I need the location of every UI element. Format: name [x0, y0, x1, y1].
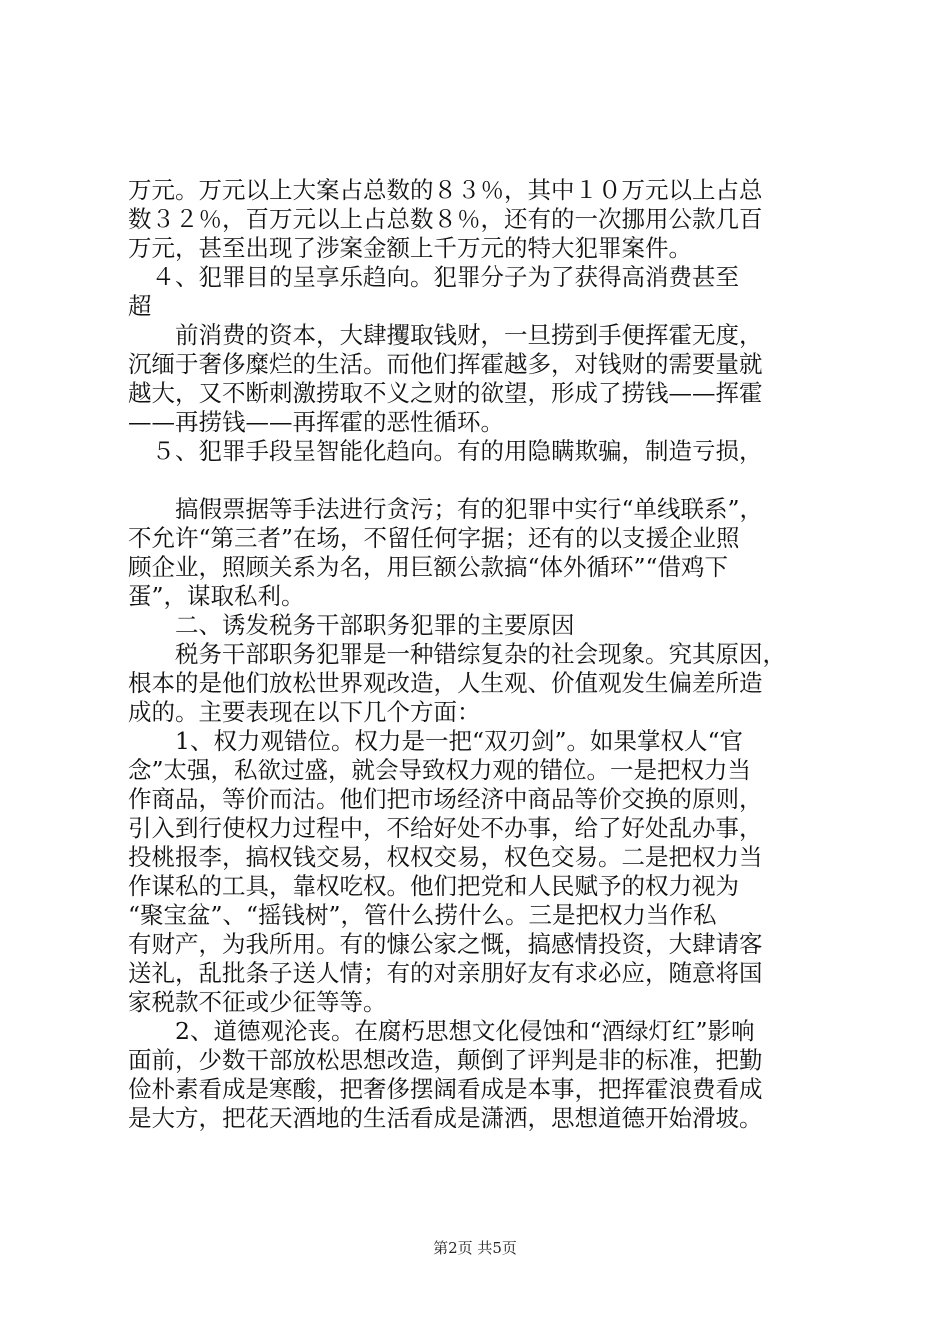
text-line: 2、道德观沦丧。在腐朽思想文化侵蚀和“酒绿灯红”影响	[128, 1017, 755, 1045]
text-line: 不允许“第三者”在场，不留任何字据；还有的以支援企业照	[128, 524, 740, 552]
text-line: 投桃报李，搞权钱交易，权权交易，权色交易。二是把权力当	[128, 843, 763, 871]
text-line: 有财产，为我所用。有的慷公家之慨，搞感情投资，大肆请客	[128, 930, 763, 958]
text-line: 超	[128, 292, 152, 320]
text-line: 送礼，乱批条子送人情；有的对亲朋好友有求必应，随意将国	[128, 959, 763, 987]
text-line: 搞假票据等手法进行贪污；有的犯罪中实行“单线联系”，	[128, 495, 764, 523]
text-line: 是大方，把花天酒地的生活看成是潇洒，思想道德开始滑坡。	[128, 1104, 763, 1132]
text-line: 面前，少数干部放松思想改造，颠倒了评判是非的标准，把勤	[128, 1046, 763, 1074]
text-line: 前消费的资本，大肆攫取钱财，一旦捞到手便挥霍无度，	[128, 321, 763, 349]
document-body	[128, 176, 828, 1133]
text-line: 1、权力观错位。权力是一把“双刃剑”。如果掌权人“官	[128, 727, 743, 755]
text-line: 成的。主要表现在以下几个方面：	[128, 698, 481, 726]
text-line: 万元。万元以上大案占总数的８３％，其中１０万元以上占总	[128, 176, 763, 204]
text-line: 根本的是他们放松世界观改造，人生观、价值观发生偏差所造	[128, 669, 763, 697]
text-line: ４、犯罪目的呈享乐趋向。犯罪分子为了获得高消费甚至	[128, 263, 739, 291]
text-line: 蛋”，谋取私利。	[128, 582, 305, 610]
text-line: 俭朴素看成是寒酸，把奢侈摆阔看成是本事，把挥霍浪费看成	[128, 1075, 763, 1103]
text-line: ５、犯罪手段呈智能化趋向。有的用隐瞒欺骗，制造亏损，	[128, 437, 763, 465]
text-line: “聚宝盆”、“摇钱树”，管什么捞什么。三是把权力当作私	[128, 901, 717, 929]
text-line: 作谋私的工具，靠权吃权。他们把党和人民赋予的权力视为	[128, 872, 739, 900]
text-line: 家税款不征或少征等等。	[128, 988, 387, 1016]
text-line: 作商品，等价而沽。他们把市场经济中商品等价交换的原则，	[128, 785, 763, 813]
page-footer: 第2页 共5页	[433, 1239, 517, 1257]
text-line: 越大，又不断刺激捞取不义之财的欲望，形成了捞钱——挥霍	[128, 379, 763, 407]
text-line: 引入到行使权力过程中，不给好处不办事，给了好处乱办事，	[128, 814, 763, 842]
text-line: ——再捞钱——再挥霍的恶性循环。	[128, 408, 504, 436]
text-line: 税务干部职务犯罪是一种错综复杂的社会现象。究其原因，	[128, 640, 786, 668]
text-line: 沉缅于奢侈糜烂的生活。而他们挥霍越多，对钱财的需要量就	[128, 350, 763, 378]
text-line: 二、诱发税务干部职务犯罪的主要原因	[128, 611, 575, 639]
text-line: 万元，甚至出现了涉案金额上千万元的特大犯罪案件。	[128, 234, 692, 262]
text-line: 数３２％，百万元以上占总数８％，还有的一次挪用公款几百	[128, 205, 763, 233]
text-line: 顾企业，照顾关系为名，用巨额公款搞“体外循环”“借鸡下	[128, 553, 729, 581]
text-line: 念”太强，私欲过盛，就会导致权力观的错位。一是把权力当	[128, 756, 752, 784]
blank-line	[128, 466, 828, 495]
